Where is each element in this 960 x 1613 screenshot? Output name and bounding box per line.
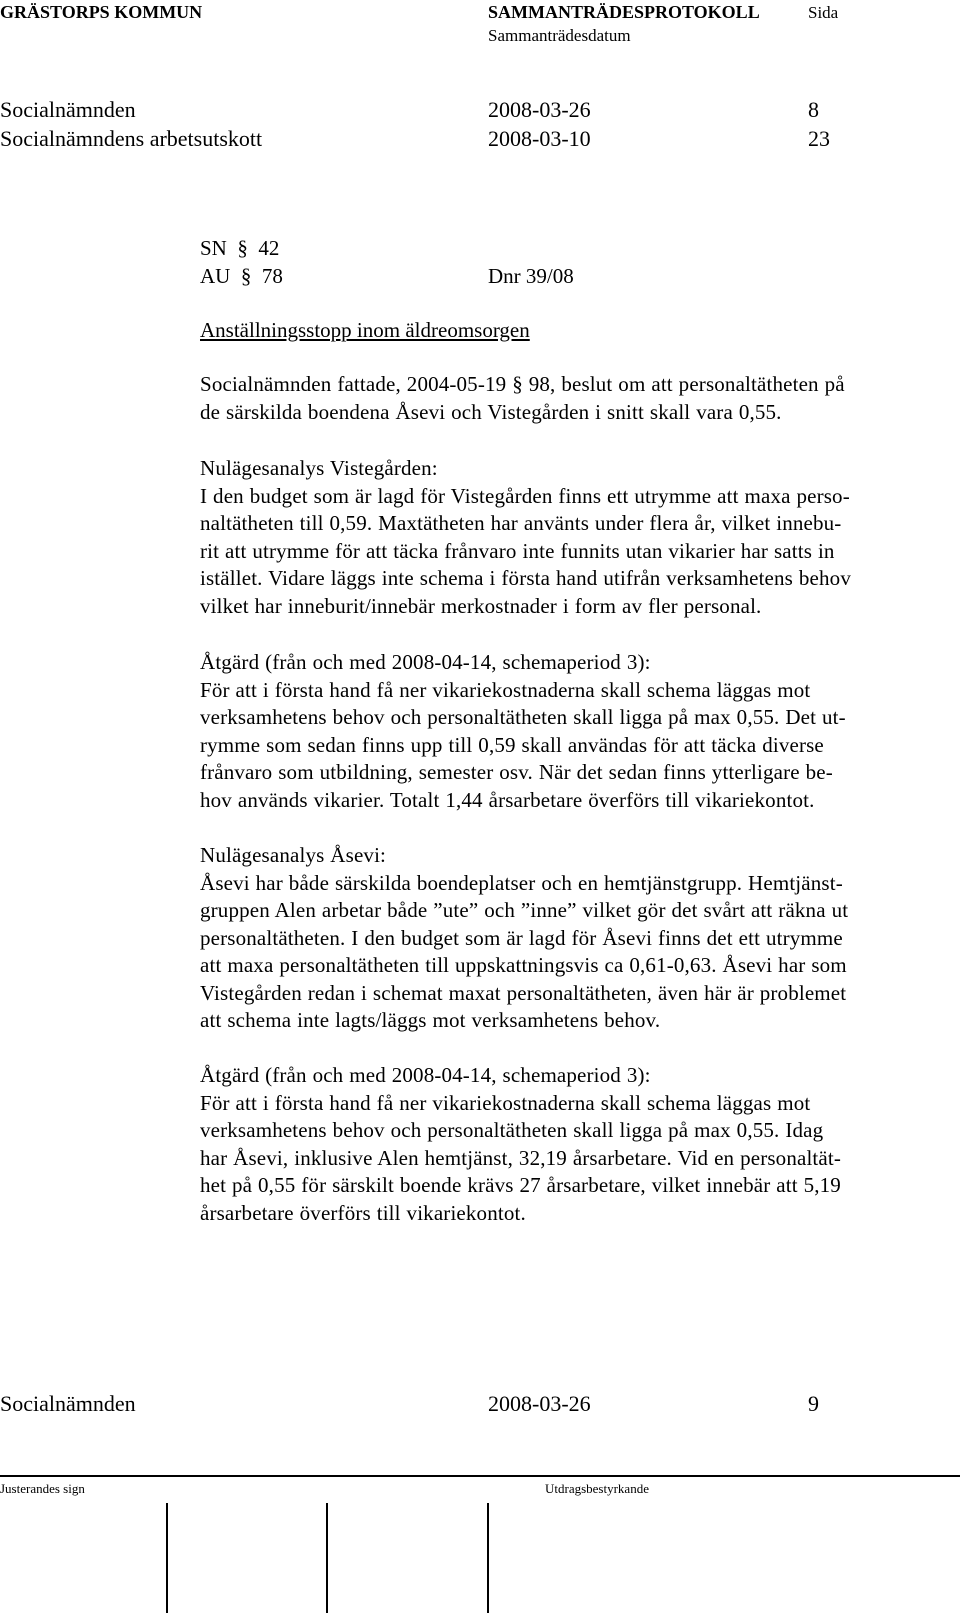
signature-box-divider (166, 1503, 168, 1613)
text-line: Åsevi har både särskilda boendeplatser och en hemtjänstgrupp. Hemtjänst- (200, 870, 843, 895)
text-line: har Åsevi, inklusive Alen hemtjänst, 32,19 årsarbetare. Vid en personaltät- (200, 1145, 842, 1170)
section-symbol: § (237, 236, 248, 260)
paragraph-vistegarden-analysis (200, 455, 936, 620)
paragraph-decision (200, 371, 936, 426)
meeting-date: 2008-03-26 (488, 1391, 591, 1416)
meeting-name: Socialnämnden (0, 1391, 136, 1416)
paragraph-asevi-analysis (200, 842, 936, 1035)
text-line: vilket har inneburit/innebär merkostnader i form av fler personal. (200, 593, 762, 618)
signature-box-divider (487, 1503, 489, 1613)
meeting-page: 23 (808, 126, 830, 151)
sn-label: SN (200, 236, 227, 260)
text-line: istället. Vidare läggs inte schema i första hand utifrån verksamhetens behov (200, 566, 851, 590)
footer-divider (0, 1475, 960, 1477)
text-line: Åtgärd (från och med 2008-04-14, schemaperiod 3): (200, 1063, 651, 1087)
text-line: de särskilda boendena Åsevi och Vistegården i snitt skall vara 0,55. (200, 399, 782, 424)
certification-label: Utdragsbestyrkande (545, 1481, 649, 1496)
text-line: För att i första hand få ner vikariekostnaderna skall schema läggas mot (200, 1090, 811, 1115)
au-label: AU (200, 264, 231, 288)
text-line: Socialnämnden fattade, 2004-05-19 § 98, beslut om att personaltätheten på (200, 372, 845, 396)
meeting-name: Socialnämndens arbetsutskott (0, 126, 263, 151)
text-line: Vistegården redan i schemat maxat personaltätheten, även här är problemet (200, 980, 847, 1005)
signature-label: Justerandes sign (0, 1481, 85, 1496)
meeting-page: 8 (808, 97, 819, 122)
meeting-date: 2008-03-10 (488, 126, 591, 151)
signature-box-divider (326, 1503, 328, 1613)
paragraph-asevi-action (200, 1062, 936, 1227)
text-line: att maxa personaltätheten till uppskattningsvis ca 0,61-0,63. Åsevi har som (200, 953, 847, 977)
text-line: rit att utrymme för att täcka frånvaro inte funnits utan vikarier har satts in (200, 538, 835, 563)
text-line: naltätheten till 0,59. Maxtätheten har använts under flera år, vilket innebu- (200, 511, 842, 535)
text-line: verksamhetens behov och personaltätheten skall ligga på max 0,55. Idag (200, 1118, 824, 1142)
text-line: gruppen Alen arbetar både ”ute” och ”inne” vilket gör det svårt att räkna ut (200, 898, 849, 922)
meeting-date-label: Sammanträdesdatum (488, 26, 631, 45)
text-line: hov används vikarier. Totalt 1,44 årsarbetare överförs till vikariekontot. (200, 787, 815, 812)
section-symbol: § (512, 372, 523, 396)
text-line: årsarbetare överförs till vikariekontot. (200, 1200, 526, 1225)
sn-number: 42 (258, 236, 280, 260)
text-line: Nulägesanalys Vistegården: (200, 456, 438, 480)
section-symbol: § (240, 264, 252, 288)
page-label: Sida (808, 3, 839, 22)
text-line: att schema inte lagts/läggs mot verksamhetens behov. (200, 1008, 661, 1032)
text-line: rymme som sedan finns upp till 0,59 skall användas för att täcka diverse (200, 732, 824, 757)
document-type: SAMMANTRÄDESPROTOKOLL (488, 2, 760, 22)
au-reference (200, 264, 283, 289)
text-line: I den budget som är lagd för Vistegården finns ett utrymme att maxa perso- (200, 483, 850, 508)
dnr-reference: Dnr 39/08 (488, 264, 574, 288)
text-line: För att i första hand få ner vikariekostnaderna skall schema läggas mot (200, 677, 811, 702)
meeting-date: 2008-03-26 (488, 97, 591, 122)
meeting-page: 9 (808, 1391, 819, 1416)
case-title: Anställningsstopp inom äldreomsorgen (200, 318, 530, 342)
meeting-name: Socialnämnden (0, 97, 136, 122)
paragraph-vistegarden-action (200, 649, 936, 814)
au-number: 78 (261, 264, 283, 288)
text-line: Åtgärd (från och med 2008-04-14, schemaperiod 3): (200, 650, 651, 674)
municipality-name: GRÄSTORPS KOMMUN (0, 2, 203, 22)
text-line: Nulägesanalys Åsevi: (200, 843, 387, 867)
text-line: het på 0,55 för särskilt boende krävs 27 årsarbetare, vilket innebär att 5,19 (200, 1173, 841, 1197)
sn-reference (200, 236, 279, 261)
text-line: personaltätheten. I den budget som är lagd för Åsevi finns det ett utrymme (200, 925, 843, 950)
text-line: verksamhetens behov och personaltätheten skall ligga på max 0,55. Det ut- (200, 705, 846, 729)
text-line: frånvaro som utbildning, semester osv. När det sedan finns ytterligare be- (200, 760, 833, 784)
